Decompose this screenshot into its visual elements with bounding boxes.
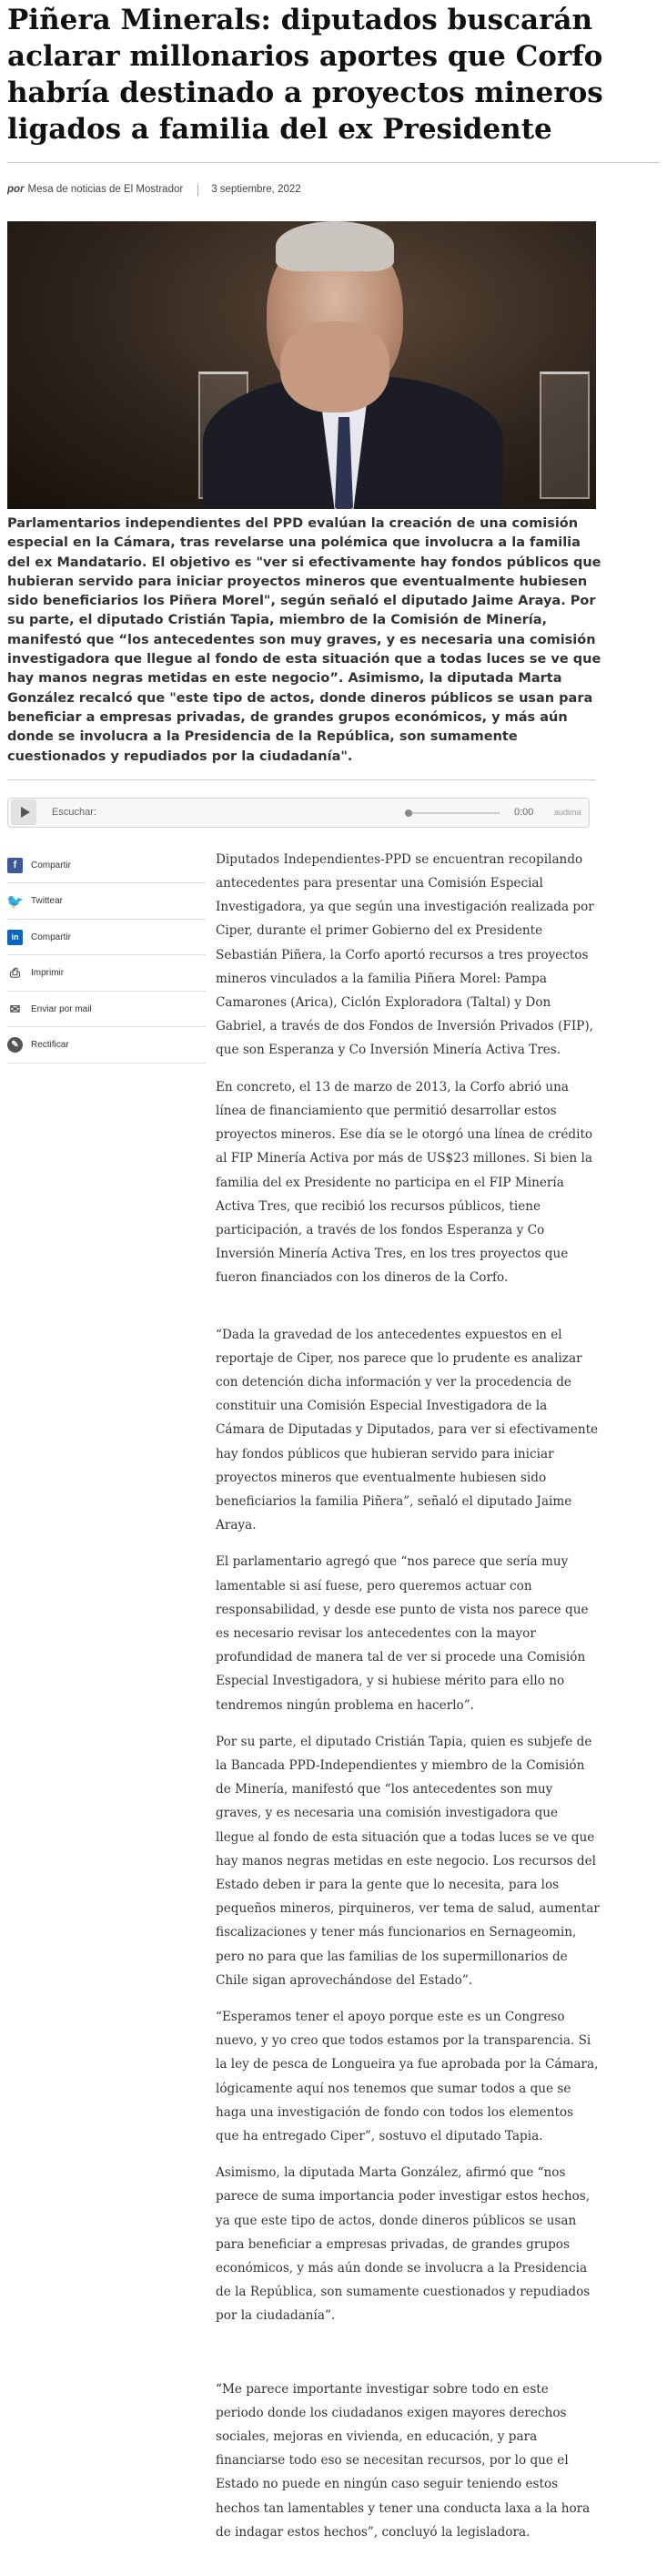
article-body [216,848,600,2544]
share-label: Compartir [31,932,71,942]
article-paragraph: Por su parte, el diputado Cristián Tapia, quien es subjefe de la Bancada PPD-Independientes y miembro de la Comisión de Minería, manifestó que “los antecedentes son muy graves, y es necesaria una comisión investigadora que llegue al fondo de esta situación que a todas luces se ve que hay manos negras metidas en este negocio. Los recursos del Estado deben ir para la gente que lo necesita, para los pequeños mineros, pirquineros, ver tema de salud, aumentar fiscalizaciones y tener más funcionarios en Sernageomin, pero no para que las familias de los supermillonarios de Chile sigan aprovechándose del Estado”. [216,1734,600,1988]
article-container [0,2,667,2544]
edit-icon: ✎ [7,1037,23,1053]
header-divider [7,162,660,163]
share-linkedin-button[interactable] [7,920,206,956]
article-lead: Parlamentarios independientes del PPD evalúan la creación de una comisión especial en la Cámara, tras revelarse una polémica que involucra a la familia del ex Mandatario. El objetivo es "ver si efectivamente hay fondos públicos que hubieran servido para iniciar proyectos mineros que eventualmente hubiesen sido beneficiarios los Piñera Morel", según señaló el diputado Jaime Araya. Por su parte, el diputado Cristián Tapia, miembro de la Comisión de Minería, manifestó que “los antecedentes son muy graves, y es necesaria una comisión investigadora que llegue al fondo de esta situación que a todas luces se ve que hay manos negras metidas en este negocio”. Asimismo, la diputada Marta González recalcó que "este tipo de actos, donde dineros públicos se usan para beneficiar a empresas privadas, de grandes grupos económicos, y más aún donde se involucra a la Presidencia de la República, son sumamente cuestionados y repudiados por la ciudadanía". [7,516,601,764]
mail-icon: ✉ [9,1001,21,1016]
article-body-row [7,848,660,2544]
player-brand[interactable]: audima [554,807,581,817]
photo-hand [280,321,389,412]
email-button[interactable] [7,992,206,1028]
play-icon [21,807,30,818]
article-paragraph: Asimismo, la diputada Marta González, afirmó que “nos parece de suma importancia poder investigar estos hechos, ya que este tipo de actos, donde dineros públicos se usan para beneficiar a empresas privadas, de grandes grupos económicos, y más aún donde se involucra a la Presidencia de la República, son sumamente cuestionados y repudiados por la ciudadanía”. [216,2165,591,2324]
print-button[interactable] [7,955,206,992]
byline-separator [197,184,198,196]
audio-player [7,798,590,828]
share-label: Imprimir [31,968,65,979]
article-headline: Piñera Minerals: diputados buscarán aclarar millonarios aportes que Corfo habría destinado a proyectos mineros ligados a familia del ex Presidente [7,4,603,146]
share-label: Twittear [31,896,64,907]
share-label: Compartir [31,860,71,871]
article-photo [7,221,596,509]
player-time: 0:00 [514,806,534,818]
print-icon: ⎙ [9,965,21,981]
player-progress-handle[interactable] [405,809,412,817]
article-paragraph: Diputados Independientes-PPD se encuentran recopilando antecedentes para presentar una Comisión Especial Investigadora, ya que según una investigación realizada por Ciper, durante el primer Gobierno del ex Presidente Sebastián Piñera, la Corfo aportó recursos a tres proyectos mineros vinculados a la familia Piñera Morel: Pampa Camarones (Arica), Ciclón Exploradora (Taltal) y Don Gabriel, a través de dos Fondos de Inversión Privados (FIP), que son Esperanza y Co Inversión Minería Activa Tres. [216,851,594,1058]
share-twitter-button[interactable] [7,883,206,920]
player-label: Escuchar: [52,807,96,819]
player-progress-track[interactable] [409,812,500,814]
article-paragraph: “Dada la gravedad de los antecedentes expuestos en el reportaje de Ciper, nos parece que lo prudente es analizar con detención dicha información y ver la procedencia de constituir una Comisión Especial Investigadora de la Cámara de Diputadas y Diputados, para ver si efectivamente hay fondos públicos que hubieran servido para iniciar proyectos mineros que eventualmente hubiesen sido beneficiarios la familia Piñera”, señaló el diputado Jaime Araya. [216,1327,599,1533]
article-paragraph: El parlamentario agregó que “nos parece que sería muy lamentable si así fuese, pero queremos actuar con responsabilidad, y desde ese punto de vista nos parece que es necesario revisar los antecedentes con la mayor profundidad de manera tal de ver si procede una Comisión Especial Investigadora, y si hubiese mérito para ello no tendremos ningún problema en hacerlo”. [216,1554,589,1713]
share-label: Rectificar [31,1040,69,1051]
article-paragraph: “Me parece importante investigar sobre todo en este periodo donde los ciudadanos exigen mayores derechos sociales, mejoras en vivienda, en educación, y para financiarse todo eso se necesitan recursos, por lo que el Estado no puede en ningún caso seguir teniendo estos hechos tan lamentables y tener una conducta laxa a la hora de indagar estos hechos”, concluyó la legisladora. [216,2381,591,2540]
play-button[interactable] [11,799,36,825]
byline-author[interactable]: Mesa de noticias de El Mostrador [27,184,184,195]
rectify-button[interactable] [7,1027,206,1064]
photo-hair [276,221,394,271]
facebook-icon: f [7,858,23,873]
byline-prefix: por [7,184,25,195]
share-sidebar [7,848,206,2544]
lead-divider [7,779,596,780]
article-paragraph: “Esperamos tener el apoyo porque este es un Congreso nuevo, y yo creo que todos estamos por la transparencia. Si la ley de pesca de Longueira ya fue aprobada por la Cámara, lógicamente aquí nos tenemos que sumar todos a que se haga una investigación de fondo con todos los elementos que ha entregado Ciper”, sostuvo el diputado Tapia. [216,2010,599,2144]
share-label: Enviar por mail [31,1003,92,1014]
publish-date: 3 septiembre, 2022 [211,184,301,195]
article-paragraph: En concreto, el 13 de marzo de 2013, la Corfo abrió una línea de financiamiento que permitió desarrollar estos proyectos mineros. Ese día se le otorgó una línea de crédito al FIP Minería Activa por más de US$23 millones. Si bien la familia del ex Presidente no participa en el FIP Minería Activa Tres, que recibió los recursos públicos, tiene participación, a través de los fondos Esperanza y Co Inversión Minería Activa Tres, en los tres proyectos que fueron financiados con los dineros de la Corfo. [216,1079,593,1286]
byline [7,182,660,197]
water-glass-right [540,372,590,499]
share-facebook-button[interactable] [7,848,206,884]
twitter-icon: 🐦 [6,893,24,910]
linkedin-icon: in [7,930,23,945]
